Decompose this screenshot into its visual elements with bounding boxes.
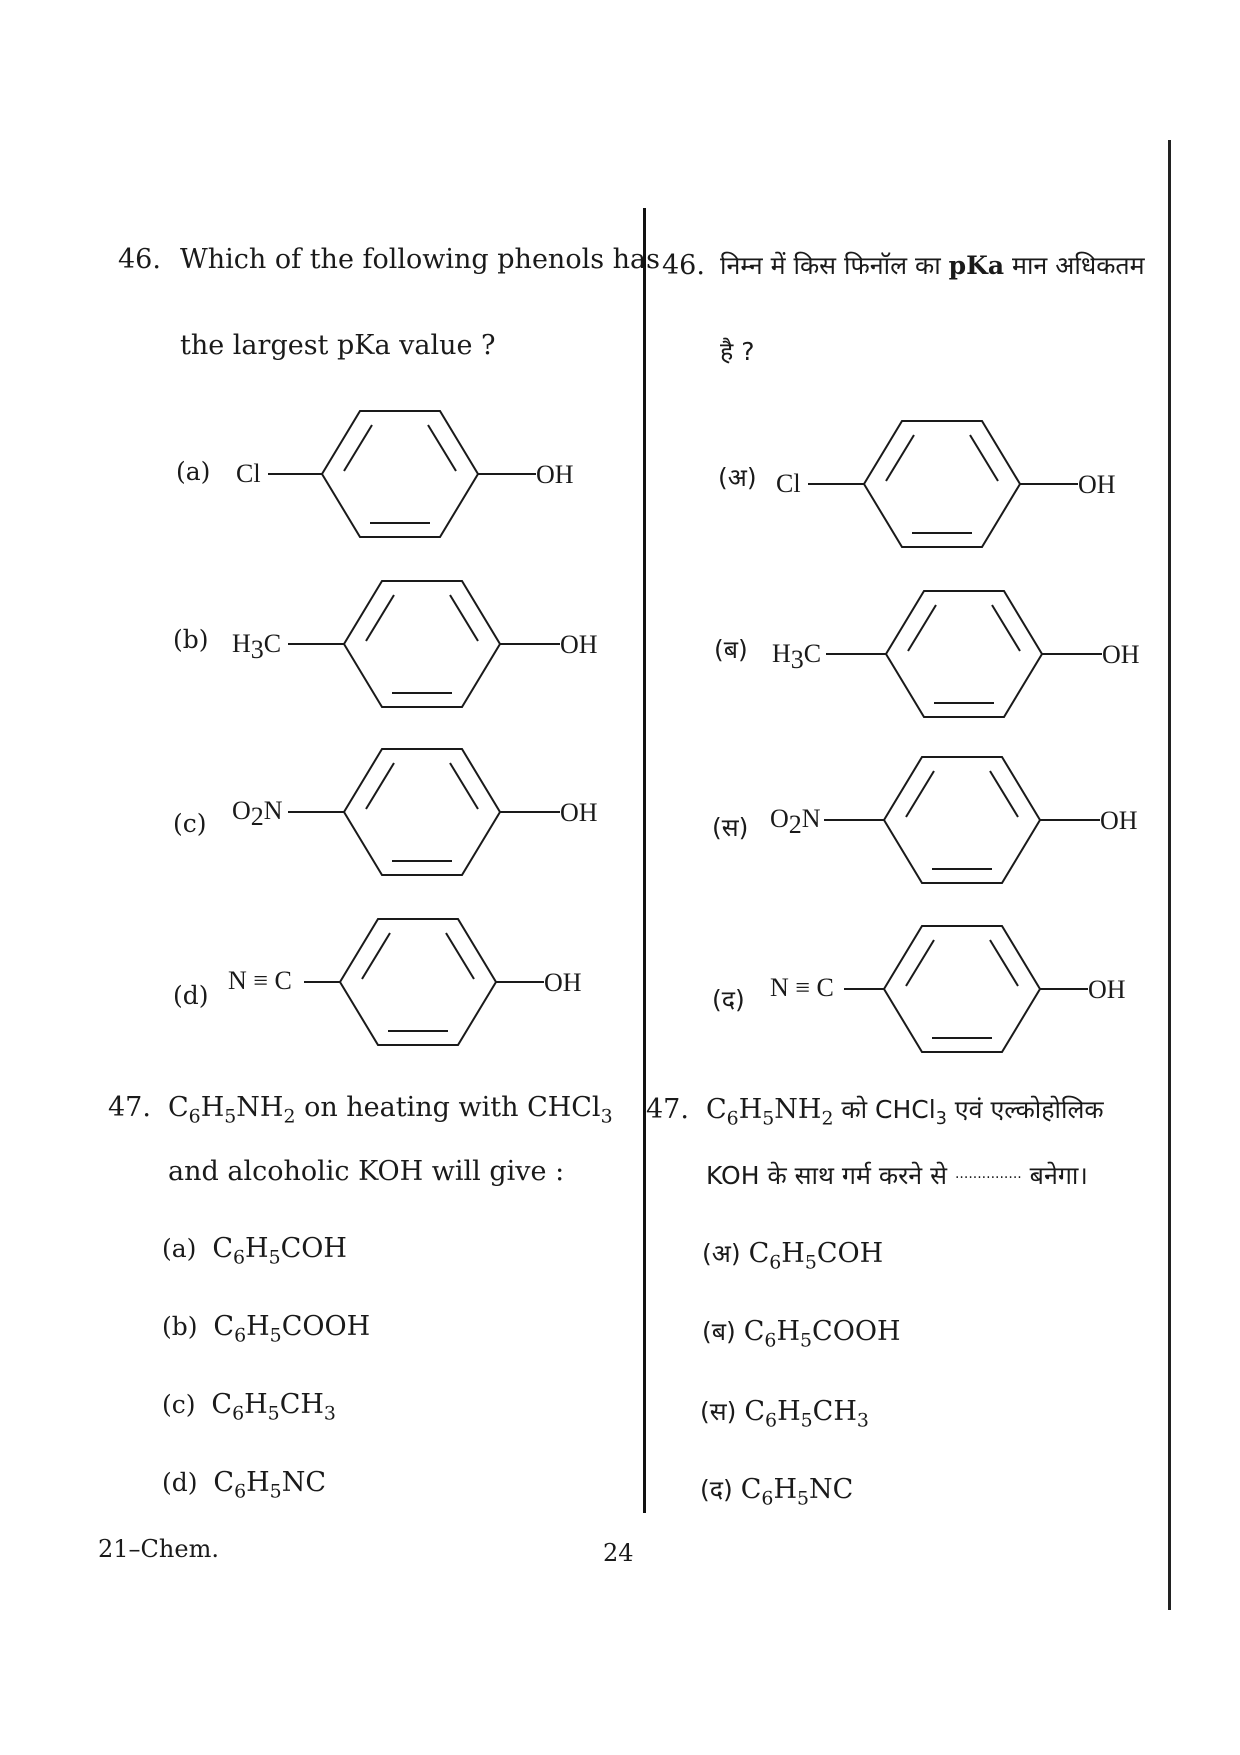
- footer-page-number: 24: [603, 1539, 634, 1567]
- right-q46-option-a-molecule: [772, 415, 1162, 565]
- left-c-n: N: [263, 796, 283, 825]
- right-q46-option-d-molecule: [766, 922, 1166, 1072]
- right-b-oh: OH: [1102, 640, 1140, 669]
- left-a-substituent: Cl: [236, 459, 261, 488]
- svg-text:O2N: [770, 804, 821, 839]
- right-b-sub: 3: [790, 645, 804, 674]
- right-q47-option-c: (स) $C_6H_5CH_3$: [700, 1396, 869, 1432]
- left-q47-option-b: (b) $C_6H_5COOH$: [162, 1311, 371, 1347]
- right-q46-option-a-label: (अ): [718, 463, 757, 492]
- right-q46-text-line1: निम्न में किस फिनॉल का pKa मान अधिकतम: [720, 251, 1145, 280]
- right-q46-option-b-label: (ब): [714, 635, 748, 664]
- right-a-substituent: Cl: [776, 469, 801, 498]
- svg-text:H3C: [232, 629, 281, 664]
- right-q47-text-line1: $C_6H_5NH_2$ को CHCl$_3$ एवं एल्कोहोलिक: [706, 1094, 1104, 1130]
- left-q46-option-d-label: (d): [173, 981, 209, 1010]
- left-b-c: C: [263, 629, 282, 658]
- right-q46-option-d-label: (द): [712, 985, 745, 1014]
- left-q46-option-a-molecule: [230, 405, 620, 555]
- right-q47-text-line2: KOH के साथ गर्म करने से ............... बनेगा।: [706, 1161, 1088, 1190]
- right-d-oh: OH: [1088, 975, 1126, 1004]
- right-q46-text-line2: है ?: [720, 337, 755, 366]
- left-q46-text-line2: the largest pKa value ?: [180, 330, 496, 361]
- left-q46-text-line1: Which of the following phenols has: [180, 244, 660, 275]
- left-q46-option-b-label: (b): [173, 625, 209, 654]
- right-q46-option-c-label: (स): [712, 813, 749, 842]
- right-d-substituent: N ≡ C: [770, 973, 834, 1002]
- left-q47-number: 47.: [108, 1092, 151, 1123]
- right-margin-line: [1168, 140, 1171, 1610]
- left-c-oh: OH: [560, 798, 598, 827]
- right-q47-option-a: (अ) $C_6H_5COH$: [702, 1238, 884, 1274]
- left-q46-option-c-label: (c): [173, 809, 207, 838]
- left-q46-option-d-molecule: [222, 915, 622, 1065]
- left-q46-option-b-molecule: [226, 575, 626, 725]
- left-q46-option-a-label: (a): [176, 457, 211, 486]
- left-q47-text-line2: and alcoholic KOH will give :: [168, 1156, 565, 1187]
- left-q47-text-line1: $C_6H_5NH_2$ on heating with CHCl$_3$: [168, 1092, 613, 1128]
- right-q46-option-c-molecule: [766, 753, 1166, 903]
- left-q47-option-d: (d) $C_6H_5NC$: [162, 1467, 326, 1503]
- left-b-oh: OH: [560, 630, 598, 659]
- left-c-sub: 2: [250, 802, 264, 831]
- left-d-oh: OH: [544, 968, 582, 997]
- left-q47-option-a: (a) $C_6H_5COH$: [162, 1233, 347, 1269]
- right-b-c: C: [803, 639, 822, 668]
- right-q47-option-b: (ब) $C_6H_5COOH$: [702, 1316, 901, 1352]
- right-q46-number: 46.: [662, 250, 705, 281]
- left-q46-number: 46.: [118, 244, 161, 275]
- right-c-n: N: [801, 804, 821, 833]
- right-q47-number: 47.: [646, 1094, 689, 1125]
- left-a-oh: OH: [536, 460, 574, 489]
- right-q46-option-b-molecule: [768, 585, 1168, 735]
- right-c-oh: OH: [1100, 806, 1138, 835]
- right-c-sub: 2: [788, 810, 802, 839]
- column-divider: [643, 208, 646, 1513]
- left-b-h: H: [232, 629, 251, 658]
- svg-text:H3C: [772, 639, 821, 674]
- left-q46-option-c-molecule: [226, 745, 626, 895]
- left-d-substituent: N ≡ C: [228, 966, 292, 995]
- left-q47-option-c: (c) $C_6H_5CH_3$: [162, 1389, 336, 1425]
- right-a-oh: OH: [1078, 470, 1116, 499]
- footer-subject-code: 21–Chem.: [98, 1535, 219, 1563]
- left-c-o: O: [232, 796, 251, 825]
- right-c-o: O: [770, 804, 789, 833]
- right-b-h: H: [772, 639, 791, 668]
- svg-text:O2N: [232, 796, 283, 831]
- left-b-sub: 3: [250, 635, 264, 664]
- right-q47-option-d: (द) $C_6H_5NC$: [700, 1474, 854, 1510]
